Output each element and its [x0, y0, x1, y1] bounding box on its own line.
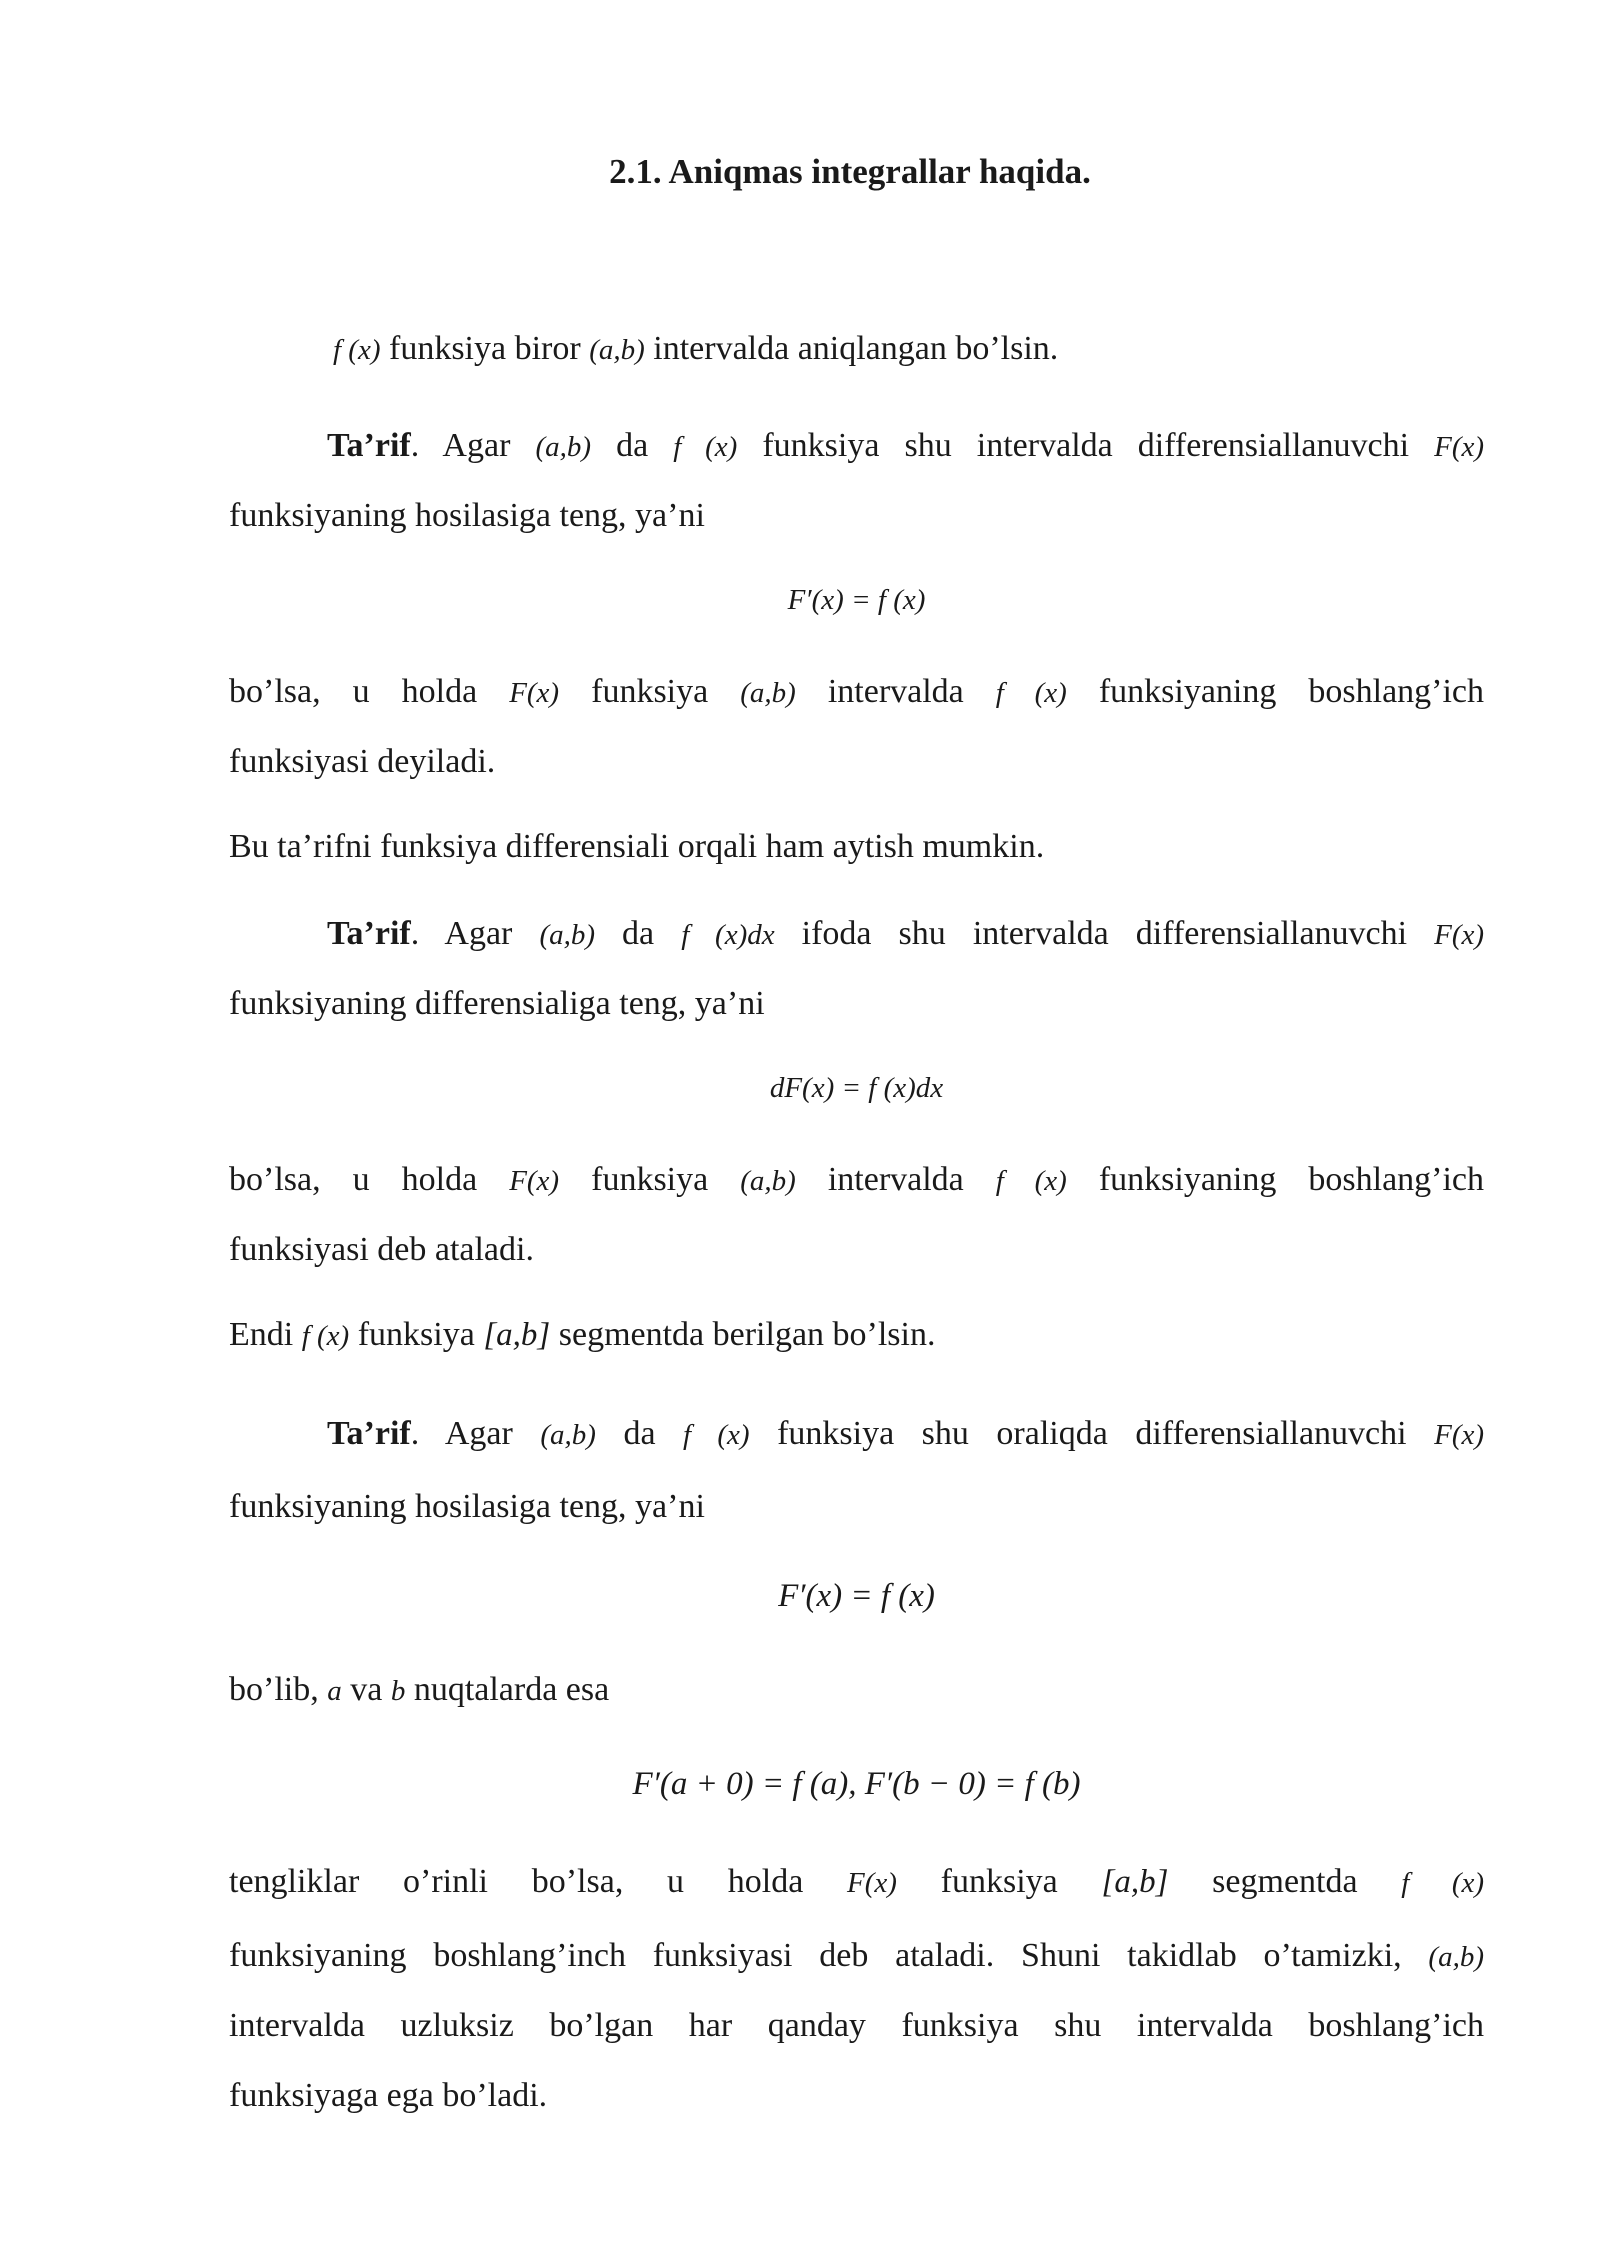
def3-term: Ta’rif: [327, 1415, 411, 1452]
def3-line5: funksiyaning boshlang’inch funksiyasi deb ataladi. Shuni takidlab o’tamizki, (a,b): [229, 1937, 1484, 1974]
def2-formula: dF(x) = f (x)dx: [769, 1072, 944, 1104]
def1-line3: bo’lsa, u holda F(x) funksiya (a,b) intervalda f (x) funksiyaning boshlang’ich: [229, 673, 1485, 710]
def3-formula-1: F′(x) = f (x): [778, 1578, 935, 1614]
def3-line7: funksiyaga ega bo’ladi.: [229, 2077, 548, 2114]
def2-term: Ta’rif: [327, 915, 411, 952]
def2-line3: bo’lsa, u holda F(x) funksiya (a,b) intervalda f (x) funksiyaning boshlang’ich: [229, 1161, 1485, 1198]
def1-term: Ta’rif: [327, 427, 411, 464]
def1-line4: funksiyasi deyiladi.: [229, 743, 496, 780]
section-title: 2.1. Aniqmas integrallar haqida.: [609, 152, 1091, 191]
intro-line: f (x) funksiya biror (a,b) intervalda aniqlangan bo’lsin.: [333, 330, 1059, 367]
def2-line4: funksiyasi deb ataladi.: [229, 1231, 534, 1268]
def1-line1: Ta’rif. Agar (a,b) da f (x) funksiya shu intervalda differensiallanuvchi F(x): [327, 427, 1485, 464]
def1-line2: funksiyaning hosilasiga teng, ya’ni: [229, 497, 705, 534]
def3-formula-2: F′(a + 0) = f (a), F′(b − 0) = f (b): [632, 1766, 1081, 1802]
remark-line: Bu ta’rifni funksiya differensiali orqali ham aytish mumkin.: [229, 828, 1045, 865]
def2-line1: Ta’rif. Agar (a,b) da f (x)dx ifoda shu intervalda differensiallanuvchi F(x): [327, 915, 1485, 952]
def2-line2: funksiyaning differensialiga teng, ya’ni: [229, 985, 765, 1022]
def1-formula: F′(x) = f (x): [787, 584, 926, 616]
segment-line: Endi f (x) funksiya [a,b] segmentda berilgan bo’lsin.: [229, 1316, 936, 1353]
def3-line6: intervalda uzluksiz bo’lgan har qanday funksiya shu intervalda boshlang’ich: [229, 2007, 1484, 2044]
def3-line1: Ta’rif. Agar (a,b) da f (x) funksiya shu oraliqda differensiallanuvchi F(x): [327, 1415, 1485, 1452]
def3-line4: tengliklar o’rinli bo’lsa, u holda F(x) funksiya [a,b] segmentda f (x): [229, 1863, 1485, 1900]
math-ab: (a,b): [589, 334, 645, 366]
def3-line3: bo’lib, a va b nuqtalarda esa: [229, 1671, 610, 1708]
math-fx: f (x): [333, 334, 381, 366]
def3-line2: funksiyaning hosilasiga teng, ya’ni: [229, 1488, 705, 1525]
